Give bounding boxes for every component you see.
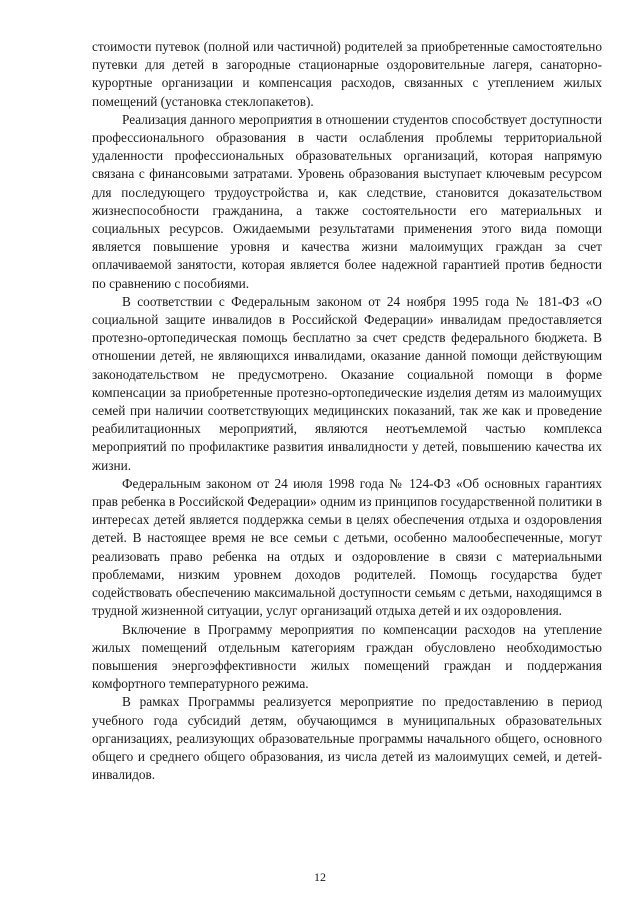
document-body bbox=[92, 38, 602, 784]
paragraph-school-subsidies: В рамках Программы реализуется мероприятие по предоставлению в период учебного года субсидий детям, обучающимся в муниципальных образовательных организациях, реализующих образовательные программы начального общего, основного общего и среднего общего образования, из числа детей из малоимущих семей, и детей-инвалидов. bbox=[92, 694, 602, 783]
paragraph-students: Реализация данного мероприятия в отношении студентов способствует доступности профессионального образования в части ослабления проблемы территориальной удаленности профессиональных образовательных организаций, которая напрямую связана с финансовыми затратами. Уровень образования выступает ключевым ресурсом для последующего трудоустройства и, как следствие, становится доказательством жизнеспособности гражданина, а также состоятельности его материальных и социальных ресурсов. Ожидаемыми результатами применения этого вида помощи является повышение уровня и качества жизни малоимущих граждан за счет оплачиваемой занятости, которая является более надежной гарантией против бедности по сравнению с пособиями. bbox=[92, 111, 602, 291]
paragraph-continuation: стоимости путевок (полной или частичной) родителей за приобретенные самостоятельно путевки для детей в загородные стационарные оздоровительные лагеря, санаторно-курортные организации и компенсация расходов, связанных с утеплением жилых помещений (установка стеклопакетов). bbox=[92, 39, 602, 109]
paragraph-housing-insulation: Включение в Программу мероприятия по компенсации расходов на утепление жилых помещений отдельным категориям граждан обусловлено необходимостью повышения энергоэффективности жилых помещений граждан и поддержания комфортного температурного режима. bbox=[92, 621, 602, 692]
paragraph-disabled-law: В соответствии с Федеральным законом от 24 ноября 1995 года № 181-ФЗ «О социальной защите инвалидов в Российской Федерации» инвалидам предоставляется протезно-ортопедическая помощь бесплатно за счет средств федерального бюджета. В отношении детей, не являющихся инвалидами, оказание данной помощи действующим законодательством не предусмотрено. Оказание социальной помощи в форме компенсации за приобретенные протезно-ортопедические изделия детям из малоимущих семей при наличии соответствующих медицинских показаний, так же как и проведение реабилитационных мероприятий, являются неотъемлемой частью комплекса мероприятий по профилактике развития инвалидности у детей, повышению качества их жизни. bbox=[92, 293, 602, 473]
paragraph-child-rights-law: Федеральным законом от 24 июля 1998 года № 124-ФЗ «Об основных гарантиях прав ребенка в Российской Федерации» одним из принципов государственной политики в интересах детей является поддержка семьи в целях обеспечения отдыха и оздоровления детей. В настоящее время не все семьи с детьми, особенно малообеспеченные, могут реализовать право ребенка на отдых и оздоровление в связи с материальными проблемами, низким уровнем доходов родителей. Помощь государства будет содействовать обеспечению максимальной доступности семьям с детьми, находящимся в трудной жизненной ситуации, услуг организаций отдыха детей и их оздоровления. bbox=[92, 475, 602, 619]
page-number: 12 bbox=[314, 870, 326, 884]
